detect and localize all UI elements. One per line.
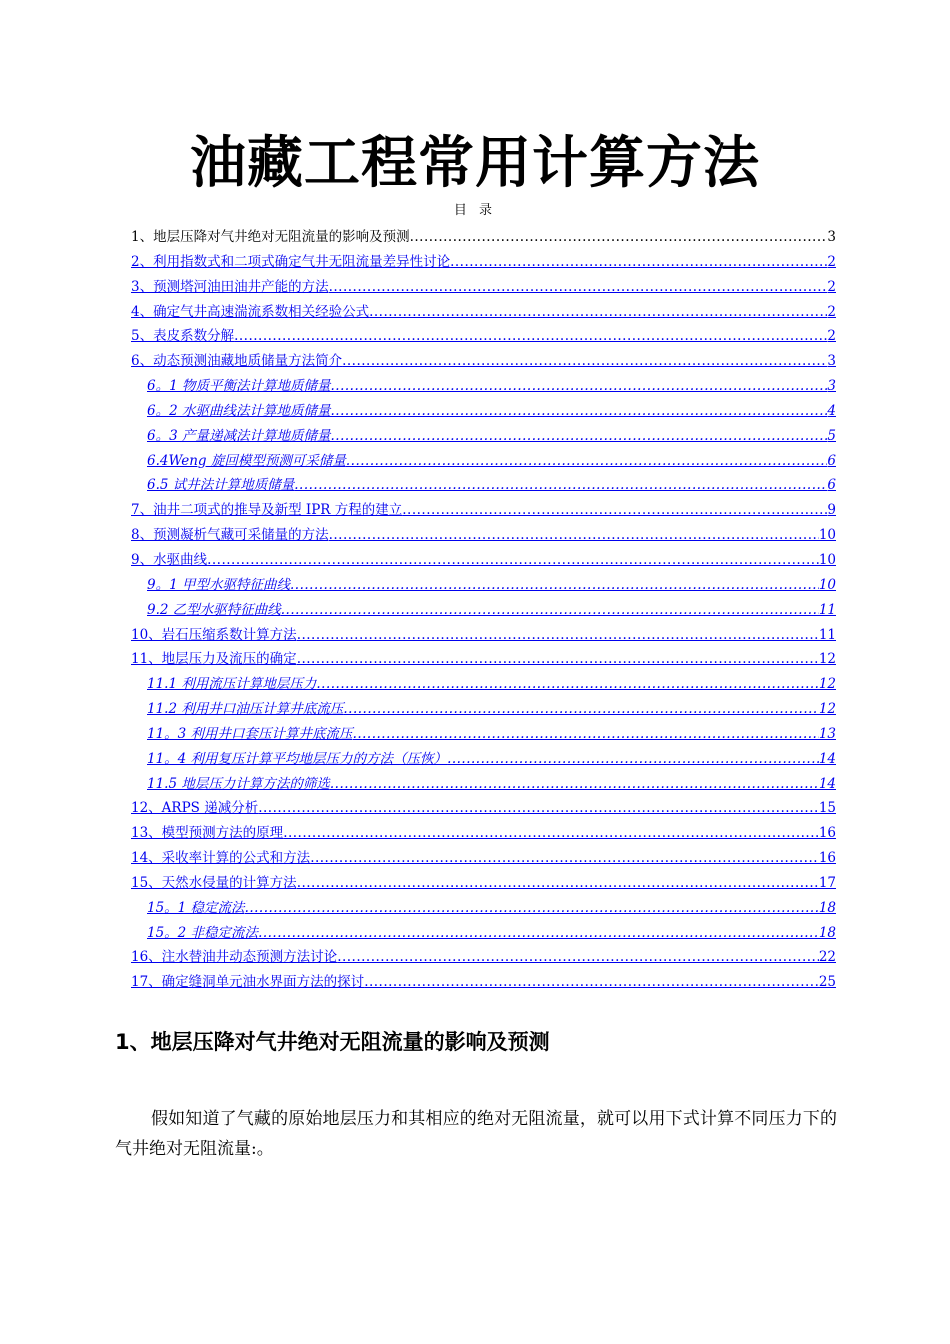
toc-entry-page-number: 12 — [818, 676, 836, 693]
toc-entry[interactable] — [131, 871, 836, 896]
toc-entry[interactable] — [131, 846, 836, 871]
toc-entry-label: 7、油井二项式的推导及新型 IPR 方程的建立 — [131, 502, 403, 519]
toc-leader-dots — [294, 473, 827, 497]
toc-entry[interactable] — [131, 772, 836, 797]
toc-entry-label: 3、预测塔河油田油井产能的方法 — [131, 278, 329, 295]
toc-entry-page-number: 17 — [818, 874, 836, 891]
toc-entry-page-number: 2 — [827, 278, 836, 295]
toc-leader-dots — [329, 523, 819, 547]
toc-entry[interactable] — [131, 647, 836, 672]
toc-entry[interactable] — [131, 722, 836, 747]
toc-entry-page-number: 14 — [818, 750, 836, 767]
toc-leader-dots — [364, 970, 819, 994]
toc-leader-dots — [283, 821, 819, 845]
toc-entry-label: 6、动态预测油藏地质储量方法简介 — [131, 353, 343, 370]
toc-entry-label: 13、模型预测方法的原理 — [131, 825, 284, 842]
toc-entry-page-number: 4 — [827, 402, 836, 419]
toc-entry-page-number: 18 — [818, 899, 836, 916]
table-of-contents — [131, 225, 836, 995]
toc-leader-dots — [369, 300, 827, 324]
toc-leader-dots — [234, 324, 827, 348]
toc-entry-label: 11.5 地层压力计算方法的筛选 — [147, 775, 330, 792]
toc-entry-label: 1、地层压降对气井绝对无阻流量的影响及预测 — [131, 229, 410, 245]
toc-entry[interactable] — [131, 747, 836, 772]
toc-entry-page-number: 2 — [827, 328, 836, 345]
toc-leader-dots — [258, 796, 819, 820]
toc-entry-page-number: 6 — [827, 477, 836, 494]
toc-entry-page-number: 9 — [827, 502, 836, 519]
toc-leader-dots — [330, 399, 827, 423]
toc-leader-dots — [329, 275, 828, 299]
toc-entry[interactable] — [131, 945, 836, 970]
toc-entry-page-number: 6 — [827, 452, 836, 469]
toc-entry[interactable] — [131, 324, 836, 349]
toc-leader-dots — [402, 498, 827, 522]
toc-entry[interactable] — [131, 598, 836, 623]
toc-entry[interactable] — [131, 498, 836, 523]
toc-entry-page-number: 10 — [818, 551, 836, 568]
toc-entry-page-number: 14 — [818, 775, 836, 792]
toc-entry[interactable] — [131, 623, 836, 648]
toc-entry-label: 2、利用指数式和二项式确定气井无阻流量差异性讨论 — [131, 253, 451, 270]
toc-entry-page-number: 11 — [818, 626, 836, 643]
toc-entry-label: 6。1 物质平衡法计算地质储量 — [147, 378, 331, 395]
toc-entry-label: 11、地层压力及流压的确定 — [131, 651, 297, 668]
toc-entry-page-number: 12 — [818, 701, 836, 718]
toc-leader-dots — [207, 548, 819, 572]
toc-entry-label: 10、岩石压缩系数计算方法 — [131, 626, 297, 643]
toc-entry[interactable] — [131, 548, 836, 573]
toc-leader-dots — [297, 647, 819, 671]
toc-leader-dots — [342, 349, 827, 373]
toc-entry-page-number: 16 — [818, 825, 836, 842]
toc-entry-page-number: 2 — [827, 303, 836, 320]
toc-entry[interactable] — [131, 970, 836, 995]
toc-entry[interactable] — [131, 250, 836, 275]
toc-entry-page-number: 2 — [827, 253, 836, 270]
toc-entry-page-number: 16 — [818, 850, 836, 867]
toc-entry-label: 11。4 利用复压计算平均地层压力的方法（压恢） — [147, 750, 448, 767]
toc-entry-page-number: 3 — [827, 378, 836, 395]
toc-leader-dots — [290, 573, 819, 597]
toc-leader-dots — [346, 449, 828, 473]
toc-leader-dots — [281, 598, 819, 622]
toc-entry-label: 14、采收率计算的公式和方法 — [131, 850, 311, 867]
toc-entry-label: 6。2 水驱曲线法计算地质储量 — [147, 402, 331, 419]
toc-leader-dots — [297, 623, 819, 647]
toc-entry[interactable] — [131, 424, 836, 449]
toc-leader-dots — [330, 424, 827, 448]
toc-entry-label: 15。2 非稳定流法 — [147, 924, 259, 941]
toc-entry[interactable] — [131, 449, 836, 474]
toc-leader-dots — [410, 225, 828, 249]
toc-entry[interactable] — [131, 349, 836, 374]
toc-entry-page-number: 11 — [818, 601, 836, 618]
toc-entry-page-number: 22 — [818, 949, 836, 966]
toc-entry-label: 5、表皮系数分解 — [131, 328, 235, 345]
toc-leader-dots — [297, 871, 819, 895]
toc-entry-label: 11。3 利用井口套压计算井底流压 — [147, 725, 353, 742]
document-title: 油藏工程常用计算方法 — [190, 131, 760, 196]
toc-entry[interactable] — [131, 275, 836, 300]
toc-entry-page-number: 3 — [827, 229, 836, 245]
toc-entry-label: 15、天然水侵量的计算方法 — [131, 874, 297, 891]
toc-entry[interactable] — [131, 300, 836, 325]
toc-leader-dots — [316, 672, 818, 696]
toc-heading: 目 录 — [453, 203, 497, 218]
section-heading: 1、地层压降对气井绝对无阻流量的影响及预测 — [115, 1030, 550, 1054]
toc-entry[interactable] — [131, 374, 836, 399]
toc-entry-label: 11.2 利用井口油压计算井底流压 — [147, 701, 344, 718]
toc-entry-label: 4、确定气井高速湍流系数相关经验公式 — [131, 303, 370, 320]
toc-leader-dots — [330, 374, 827, 398]
toc-leader-dots — [330, 772, 819, 796]
toc-entry-page-number: 3 — [827, 353, 836, 370]
toc-entry-page-number: 18 — [818, 924, 836, 941]
toc-entry-label: 8、预测凝析气藏可采储量的方法 — [131, 527, 329, 544]
toc-entry-label: 17、确定缝洞单元油水界面方法的探讨 — [131, 974, 365, 991]
toc-entry-label: 16、注水替油井动态预测方法讨论 — [131, 949, 338, 966]
toc-entry[interactable] — [131, 697, 836, 722]
toc-entry-label: 9。1 甲型水驱特征曲线 — [147, 576, 290, 593]
toc-leader-dots — [258, 921, 819, 945]
toc-leader-dots — [310, 846, 819, 870]
toc-leader-dots — [343, 697, 818, 721]
toc-entry[interactable] — [131, 573, 836, 598]
toc-leader-dots — [337, 945, 819, 969]
toc-entry-page-number: 13 — [818, 725, 836, 742]
toc-leader-dots — [245, 896, 819, 920]
toc-entry-page-number: 10 — [818, 576, 836, 593]
toc-entry-label: 6.5 试井法计算地质储量 — [147, 477, 295, 494]
toc-entry-label: 6.4Weng 旋回模型预测可采储量 — [147, 452, 346, 469]
toc-entry[interactable] — [131, 921, 836, 946]
toc-entry-page-number: 15 — [818, 800, 836, 817]
toc-entry-page-number: 12 — [818, 651, 836, 668]
toc-entry-label: 12、ARPS 递减分析 — [131, 800, 259, 817]
toc-entry-label: 11.1 利用流压计算地层压力 — [147, 676, 317, 693]
toc-entry[interactable] — [131, 896, 836, 921]
toc-entry[interactable] — [131, 399, 836, 424]
toc-entry-label: 9.2 乙型水驱特征曲线 — [147, 601, 281, 618]
toc-entry[interactable] — [131, 796, 836, 821]
toc-entry-label: 6。3 产量递减法计算地质储量 — [147, 427, 331, 444]
toc-leader-dots — [353, 722, 819, 746]
toc-leader-dots — [450, 250, 827, 274]
toc-leader-dots — [447, 747, 819, 771]
toc-entry-page-number: 25 — [818, 974, 836, 991]
toc-entry[interactable] — [131, 523, 836, 548]
toc-entry[interactable] — [131, 821, 836, 846]
toc-entry[interactable] — [131, 672, 836, 697]
toc-entry[interactable] — [131, 473, 836, 498]
toc-entry — [131, 225, 836, 250]
toc-entry-page-number: 5 — [827, 427, 836, 444]
toc-entry-label: 9、水驱曲线 — [131, 551, 208, 568]
toc-entry-label: 15。1 稳定流法 — [147, 899, 245, 916]
body-paragraph: 假如知道了气藏的原始地层压力和其相应的绝对无阻流量，就可以用下式计算不同压力下的气井绝对无阻流量:。 — [115, 1109, 837, 1159]
toc-entry-page-number: 10 — [818, 527, 836, 544]
